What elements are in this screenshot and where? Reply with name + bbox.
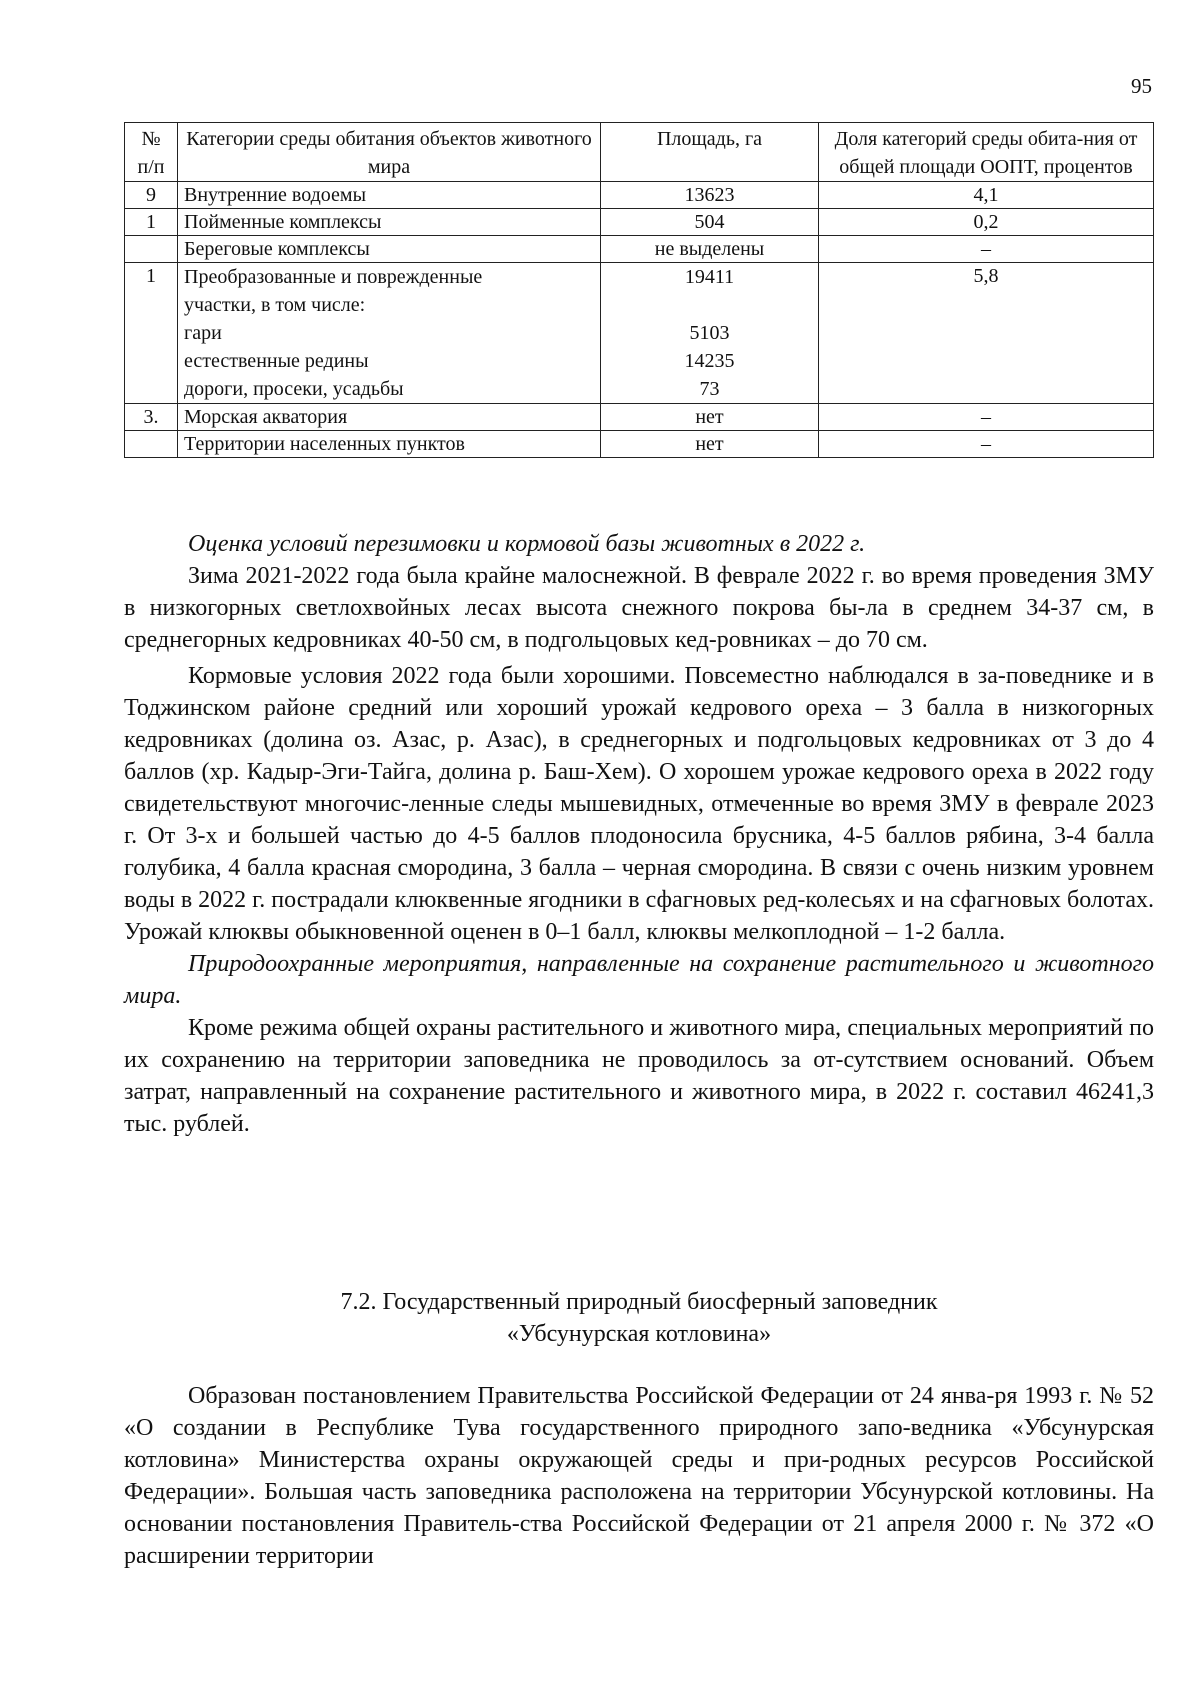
row-share: –	[819, 404, 1154, 431]
row-category: Территории населенных пунктов	[178, 431, 601, 458]
header-area: Площадь, га	[601, 123, 819, 182]
row-share: 0,2	[819, 209, 1154, 236]
paragraph-section: Образован постановлением Правительства Российской Федерации от 24 янва-ря 1993 г. № 52 «О создании в Республике Тува государственного природного запо-ведника «Убсунурская котловина» Министерства охраны окружающей среды и при-родных ресурсов Российской Федерации». Большая часть заповедника расположена на территории Убсунурской котловины. На основании постановления Правитель-ства Российской Федерации от 21 апреля 2000 г. № 372 «О расширении территории	[124, 1383, 1154, 1569]
row-category-multiline	[178, 263, 601, 404]
section-title-line: 7.2. Государственный природный биосферный заповедник	[340, 1289, 938, 1315]
paragraph-measures: Кроме режима общей охраны растительного и животного мира, специальных мероприятий по их сохранению на территории заповедника не проводилось за от-сутствием оснований. Объем затрат, направленный на сохранение растительного и животного мира, в 2022 г. составил 46241,3 тыс. рублей.	[124, 1015, 1154, 1137]
row-area-line: 19411	[684, 266, 735, 288]
row-share: –	[819, 236, 1154, 263]
header-share: Доля категорий среды обита-ния от общей площади ООПТ, процентов	[819, 123, 1154, 182]
row-category-line: гари	[184, 322, 222, 344]
row-category: Береговые комплексы	[178, 236, 601, 263]
row-category: Внутренние водоемы	[178, 182, 601, 209]
section-text-block	[124, 1380, 1154, 1572]
row-category-line: Преобразованные и поврежденные	[184, 266, 483, 288]
header-num: № п/п	[125, 123, 178, 182]
row-category-line: участки, в том числе:	[184, 294, 366, 316]
heading-measures: Природоохранные мероприятия, направленные на сохранение растительного и животного мира.	[124, 951, 1154, 1009]
section-title	[124, 1286, 1154, 1350]
row-share: –	[819, 431, 1154, 458]
heading-winter: Оценка условий перезимовки и кормовой базы животных в 2022 г.	[188, 531, 866, 557]
row-num: 1	[125, 263, 178, 404]
row-area: нет	[601, 404, 819, 431]
row-area: нет	[601, 431, 819, 458]
row-area: 504	[601, 209, 819, 236]
table-row	[125, 182, 1154, 209]
table-row	[125, 404, 1154, 431]
row-share: 4,1	[819, 182, 1154, 209]
body-text-block	[124, 528, 1154, 1140]
page-number: 95	[1131, 74, 1152, 98]
row-area-multiline	[601, 263, 819, 404]
habitat-table	[124, 122, 1154, 458]
row-num: 9	[125, 182, 178, 209]
row-share: 5,8	[819, 263, 1154, 404]
row-num: 3.	[125, 404, 178, 431]
row-num: 1	[125, 209, 178, 236]
table-header-row	[125, 123, 1154, 182]
table-row	[125, 263, 1154, 404]
paragraph-food: Кормовые условия 2022 года были хорошими. Повсеместно наблюдался в за-поведнике и в Тоджинском районе средний или хороший урожай кедрового ореха – 3 балла в низкогорных кедровниках (долина оз. Азас, р. Азас), в среднегорных и подгольцовых кедровниках от 3 до 4 баллов (хр. Кадыр-Эги-Тайга, долина р. Баш-Хем). О хорошем урожае кедрового ореха в 2022 году свидетельствуют многочис-ленные следы мышевидных, отмеченные во время ЗМУ в феврале 2023 г. От 3-х и большей частью до 4-5 баллов плодоносила брусника, 4-5 баллов рябина, 3-4 балла голубика, 4 балла красная смородина, 3 балла – черная смородина. В связи с очень низким уровнем воды в 2022 г. пострадали клюквенные ягодники в сфагновых ред-колесьях и на сфагновых болотах. Урожай клюквы обыкновенной оценен в 0–1 балл, клюквы мелкоплодной – 1-2 балла.	[124, 663, 1155, 945]
row-area-line: 5103	[689, 322, 730, 344]
row-category-line: дороги, просеки, усадьбы	[184, 378, 404, 400]
section-title-line: «Убсунурская котловина»	[506, 1321, 772, 1347]
row-area-line: 73	[699, 378, 720, 400]
table-row	[125, 236, 1154, 263]
row-area: не выделены	[601, 236, 819, 263]
table-row	[125, 209, 1154, 236]
row-num	[125, 431, 178, 458]
row-area-line	[607, 291, 812, 319]
table-row	[125, 431, 1154, 458]
paragraph-winter: Зима 2021-2022 года была крайне малоснежной. В феврале 2022 г. во время проведения ЗМУ в низкогорных светлохвойных лесах высота снежного покрова бы-ла в среднем 34-37 см, в среднегорных кедровниках 40-50 см, в подгольцовых кед-ровниках – до 70 см.	[124, 563, 1154, 653]
row-category: Морская акватория	[178, 404, 601, 431]
row-category: Пойменные комплексы	[178, 209, 601, 236]
row-area-line: 14235	[684, 350, 735, 372]
row-area: 13623	[601, 182, 819, 209]
row-num	[125, 236, 178, 263]
header-category: Категории среды обитания объектов животного мира	[178, 123, 601, 182]
row-category-line: естественные редины	[184, 350, 369, 372]
